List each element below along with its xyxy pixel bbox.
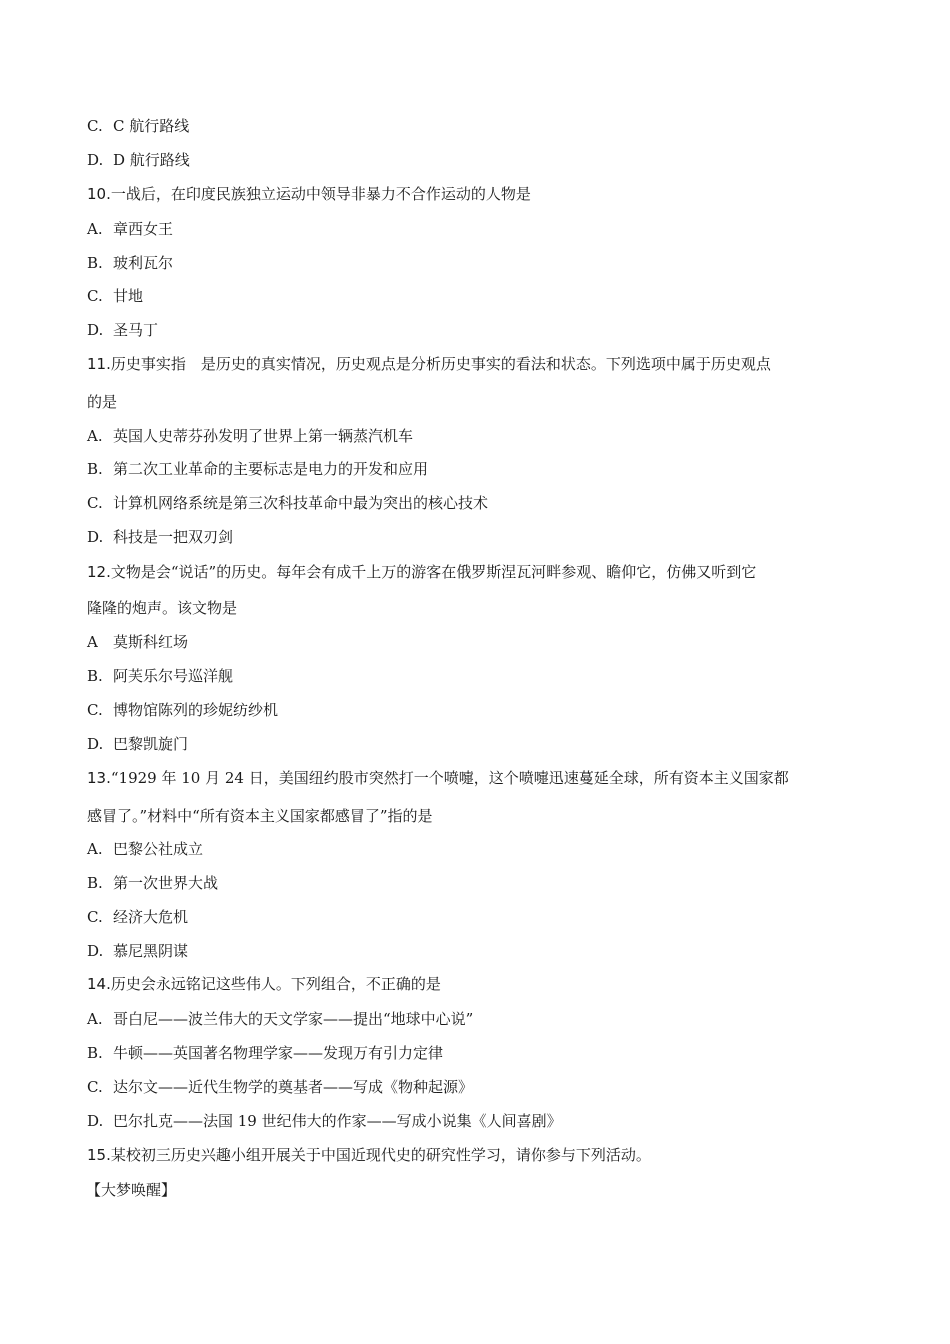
option-b-q10: B. 玻利瓦尔 [87, 254, 174, 272]
option-c-q9: C. C 航行路线 [87, 117, 190, 135]
option-c-q13: C. 经济大危机 [87, 908, 189, 926]
option-b-q11: B. 第二次工业革命的主要标志是电力的开发和应用 [87, 460, 429, 478]
option-a-q10: A. 章西女王 [87, 220, 174, 238]
option-d-q11: D. 科技是一把双刃剑 [87, 528, 234, 546]
question-15: 15.某校初三历史兴趣小组开展关于中国近现代史的研究性学习，请你参与下列活动。 [87, 1146, 651, 1164]
option-c-q12: C. 博物馆陈列的珍妮纺纱机 [87, 701, 279, 719]
option-a-q14: A. 哥白尼——波兰伟大的天文学家——提出“地球中心说” [87, 1010, 474, 1028]
option-d-q13: D. 慕尼黑阴谋 [87, 942, 189, 960]
question-13-cont: 感冒了。”材料中“所有资本主义国家都感冒了”指的是 [87, 807, 433, 825]
question-10: 10.一战后，在印度民族独立运动中领导非暴力不合作运动的人物是 [87, 185, 531, 203]
question-11: 11.历史事实指 是历史的真实情况，历史观点是分析历史事实的看法和状态。下列选项中属于历史观点 [87, 355, 771, 373]
question-13: 13.“1929 年 10 月 24 日，美国纽约股市突然打一个喷嚏，这个喷嚏迅速蔓延全球，所有资本主义国家都 [87, 769, 789, 787]
option-a-q13: A. 巴黎公社成立 [87, 840, 204, 858]
option-d-q12: D. 巴黎凯旋门 [87, 735, 189, 753]
question-12: 12.文物是会“说话”的历史。每年会有成千上万的游客在俄罗斯涅瓦河畔参观、瞻仰它，仿佛又听到它 [87, 563, 757, 581]
option-c-q14: C. 达尔文——近代生物学的奠基者——写成《物种起源》 [87, 1078, 474, 1096]
option-c-q11: C. 计算机网络系统是第三次科技革命中最为突出的核心技术 [87, 494, 489, 512]
option-d-q10: D. 圣马丁 [87, 321, 159, 339]
section-heading: 【大梦唤醒】 [86, 1181, 177, 1199]
option-b-q13: B. 第一次世界大战 [87, 874, 219, 892]
option-d-q14: D. 巴尔扎克——法国 19 世纪伟大的作家——写成小说集《人间喜剧》 [87, 1112, 562, 1130]
option-a-q11: A. 英国人史蒂芬孙发明了世界上第一辆蒸汽机车 [87, 427, 414, 445]
question-12-cont: 隆隆的炮声。该文物是 [87, 599, 238, 617]
option-b-q12: B. 阿芙乐尔号巡洋舰 [87, 667, 234, 685]
option-d-q9: D. D 航行路线 [87, 151, 190, 169]
option-b-q14: B. 牛顿——英国著名物理学家——发现万有引力定律 [87, 1044, 444, 1062]
option-a-q12: A 莫斯科红场 [87, 633, 189, 651]
option-c-q10: C. 甘地 [87, 287, 144, 305]
question-14: 14.历史会永远铭记这些伟人。下列组合，不正确的是 [87, 975, 441, 993]
question-11-cont: 的是 [87, 393, 118, 411]
